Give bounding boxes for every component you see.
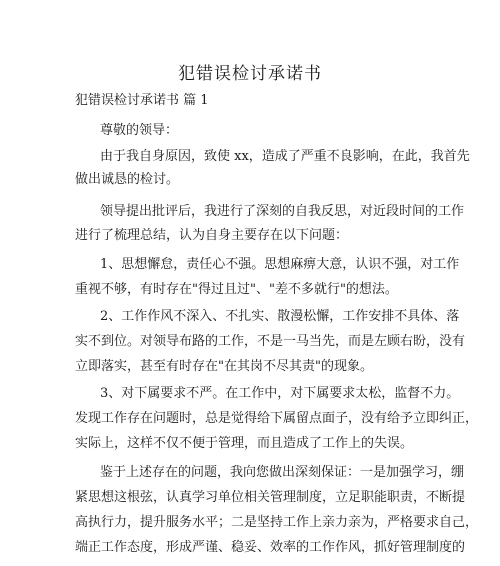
paragraph-6-line-4: 端正工作态度，形成严谨、稳妥、效率的工作作风，抓好管理制度的 [75,540,466,555]
salutation: 尊敬的领导： [100,123,179,138]
paragraph-3-line-1: 1、思想懈怠，责任心不强。思想麻痹大意，认识不强，对工作 [100,257,460,272]
paragraph-2-line-2: 进行了梳理总结，认为自身主要存在以下问题： [75,228,349,243]
paragraph-6-line-2: 紧思想这根弦，认真学习单位相关管理制度，立足职能职责，不断提 [75,490,466,505]
paragraph-2-line-1: 领导提出批评后，我进行了深刻的自我反思，对近段时间的工作 [100,204,465,219]
paragraph-3-line-2: 重视不够，有时存在"得过且过"、"差不多就行"的想法。 [75,282,398,297]
paragraph-1-line-2: 做出诚恳的检讨。 [75,172,180,187]
paragraph-4-line-1: 2、工作作风不深入、不扎实、散漫松懈，工作安排不具体、落 [100,309,460,324]
paragraph-6-line-1: 鉴于上述存在的问题，我向您做出深刻保证：一是加强学习，绷 [100,465,465,480]
paragraph-5-line-3: 实际上，这样不仅不便于管理，而且造成了工作上的失误。 [75,436,414,451]
document-title: 犯错误检讨承诺书 [178,64,322,84]
paragraph-4-line-3: 立即落实，甚至有时存在"在其岗不尽其责"的现象。 [75,359,373,374]
paragraph-5-line-1: 3、对下属要求不严。在工作中，对下属要求太松，监督不力。 [100,386,460,401]
paragraph-6-line-3: 高执行力，提升服务水平；二是坚持工作上亲力亲为，严格要求自己， [75,515,479,530]
paragraph-5-line-2: 发现工作存在问题时，总是觉得给下属留点面子，没有给予立即纠正， [75,411,479,426]
paragraph-1-line-1: 由于我自身原因，致使 xx，造成了严重不良影响，在此，我首先 [100,149,470,164]
paragraph-4-line-2: 实不到位。对领导布路的工作，不是一马当先，而是左顾右盼，没有 [75,334,466,349]
document-subtitle: 犯错误检讨承诺书 篇 1 [75,93,209,108]
